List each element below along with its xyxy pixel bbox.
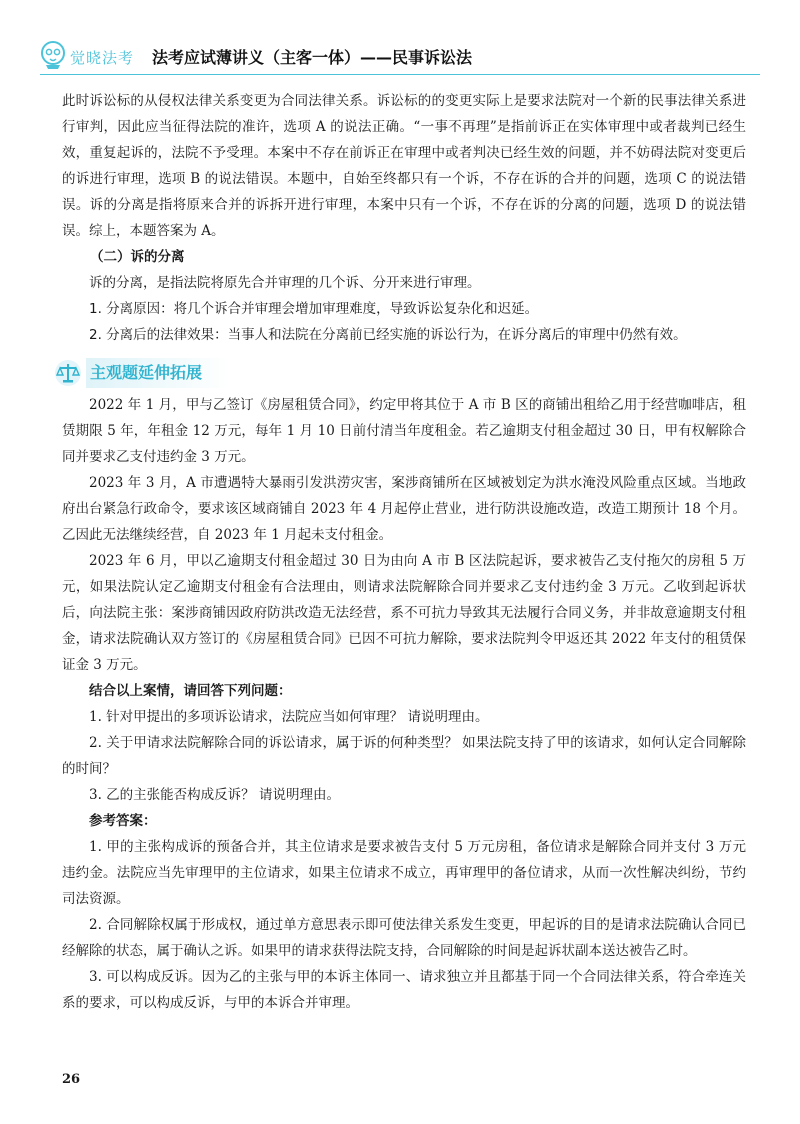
page-header bbox=[0, 0, 800, 80]
section-item-1: 1. 分离原因：将几个诉合并审理会增加审理难度，导致诉讼复杂化和迟延。 bbox=[89, 301, 539, 317]
brand-name: 觉晓法考 bbox=[70, 49, 135, 67]
scales-icon bbox=[54, 359, 82, 387]
question-item: 2. 关于甲请求法院解除合同的诉讼请求，属于诉的何种类型？ 如果法院支持了甲的该请求，如何认定合同解除的时间？ bbox=[62, 735, 746, 777]
answer-item: 1. 甲的主张构成诉的预备合并，其主位请求是要求被告支付 5 万元房租，备位请求是解除合同并支付 3 万元违约金。法院应当先审理甲的主位请求，如果主位请求不成立，再审理甲的备位请求，从而一次性解决纠纷，节约司法资源。 bbox=[62, 839, 746, 907]
page-content bbox=[62, 88, 746, 1016]
questions-heading: 结合以上案情，请回答下列问题： bbox=[89, 683, 292, 699]
question-item: 3. 乙的主张能否构成反诉？ 请说明理由。 bbox=[89, 787, 340, 803]
section-item-2: 2. 分离后的法律效果：当事人和法院在分离前已经实施的诉讼行为，在诉分离后的审理中仍然有效。 bbox=[89, 327, 687, 343]
header-title: 法考应试薄讲义（主客一体）——民事诉讼法 bbox=[152, 48, 473, 67]
answers-heading: 参考答案： bbox=[89, 813, 157, 829]
answer-item: 2. 合同解除权属于形成权，通过单方意思表示即可使法律关系发生变更，甲起诉的目的是请求法院确认合同已经解除的状态，属于确认之诉。如果甲的请求获得法院支持，合同解除的时间是起诉状副本送达被告乙时。 bbox=[62, 917, 746, 959]
case-paragraph: 2023 年 6 月，甲以乙逾期支付租金超过 30 日为由向 A 市 B 区法院起诉，要求被告乙支付拖欠的房租 5 万元，如果法院认定乙逾期支付租金有合法理由，则请求法院解除合同并要求乙支付违约金 3 万元。乙收到起诉状后，向法院主张：案涉商铺因政府防洪改造无法经营，系不可抗力导致其无法履行合同义务，并非故意逾期支付租金，请求法院确认双方签订的《房屋租赁合同》已因不可抗力解除，要求法院判令甲返还其 2022 年支付的租赁保证金 3 万元。 bbox=[62, 553, 746, 673]
section-heading: （二）诉的分离 bbox=[90, 249, 185, 265]
case-paragraph: 2023 年 3 月，A 市遭遇特大暴雨引发洪涝灾害，案涉商铺所在区域被划定为洪水淹没风险重点区域。当地政府出台紧急行政命令，要求该区域商铺自 2023 年 4 月起停止营业，进行防洪设施改造，改造工期预计 18 个月。乙因此无法继续经营，自 2023 年 1 月起未支付租金。 bbox=[62, 475, 746, 543]
case-paragraph: 2022 年 1 月，甲与乙签订《房屋租赁合同》，约定甲将其位于 A 市 B 区的商铺出租给乙用于经营咖啡店，租赁期限 5 年，年租金 12 万元，每年 1 月 10 日前付清当年度租金。若乙逾期支付租金超过 30 日，甲有权解除合同并要求乙支付违约金 3 万元。 bbox=[62, 397, 746, 465]
header-divider bbox=[40, 74, 760, 75]
extension-heading bbox=[54, 356, 746, 390]
question-item: 1. 针对甲提出的多项诉讼请求，法院应当如何审理？ 请说明理由。 bbox=[89, 709, 489, 725]
extension-heading-label: 主观题延伸拓展 bbox=[86, 358, 230, 388]
answer-item: 3. 可以构成反诉。因为乙的主张与甲的本诉主体同一、请求独立并且都基于同一个合同法律关系，符合牵连关系的要求，可以构成反诉，与甲的本诉合并审理。 bbox=[62, 969, 746, 1011]
intro-paragraph: 此时诉讼标的从侵权法律关系变更为合同法律关系。诉讼标的的变更实际上是要求法院对一个新的民事法律关系进行审判，因此应当征得法院的准许，选项 A 的说法正确。“一事不再理”是指前诉正在实体审理中或者裁判已经生效，重复起诉的，法院不予受理。本案中不存在前诉正在审理中或者判决已经生效的问题，并不妨碍法院对变更后的诉进行审理，选项 B 的说法错误。本题中，自始至终都只有一个诉，不存在诉的合并的问题，选项 C 的说法错误。诉的分离是指将原来合并的诉拆开进行审理，本案中只有一个诉，不存在诉的分离的问题，选项 D 的说法错误。综上，本题答案为 A。 bbox=[62, 93, 746, 239]
owl-logo-icon bbox=[40, 40, 66, 70]
section-definition: 诉的分离，是指法院将原先合并审理的几个诉、分开来进行审理。 bbox=[89, 275, 481, 291]
page-number: 26 bbox=[62, 1072, 81, 1087]
